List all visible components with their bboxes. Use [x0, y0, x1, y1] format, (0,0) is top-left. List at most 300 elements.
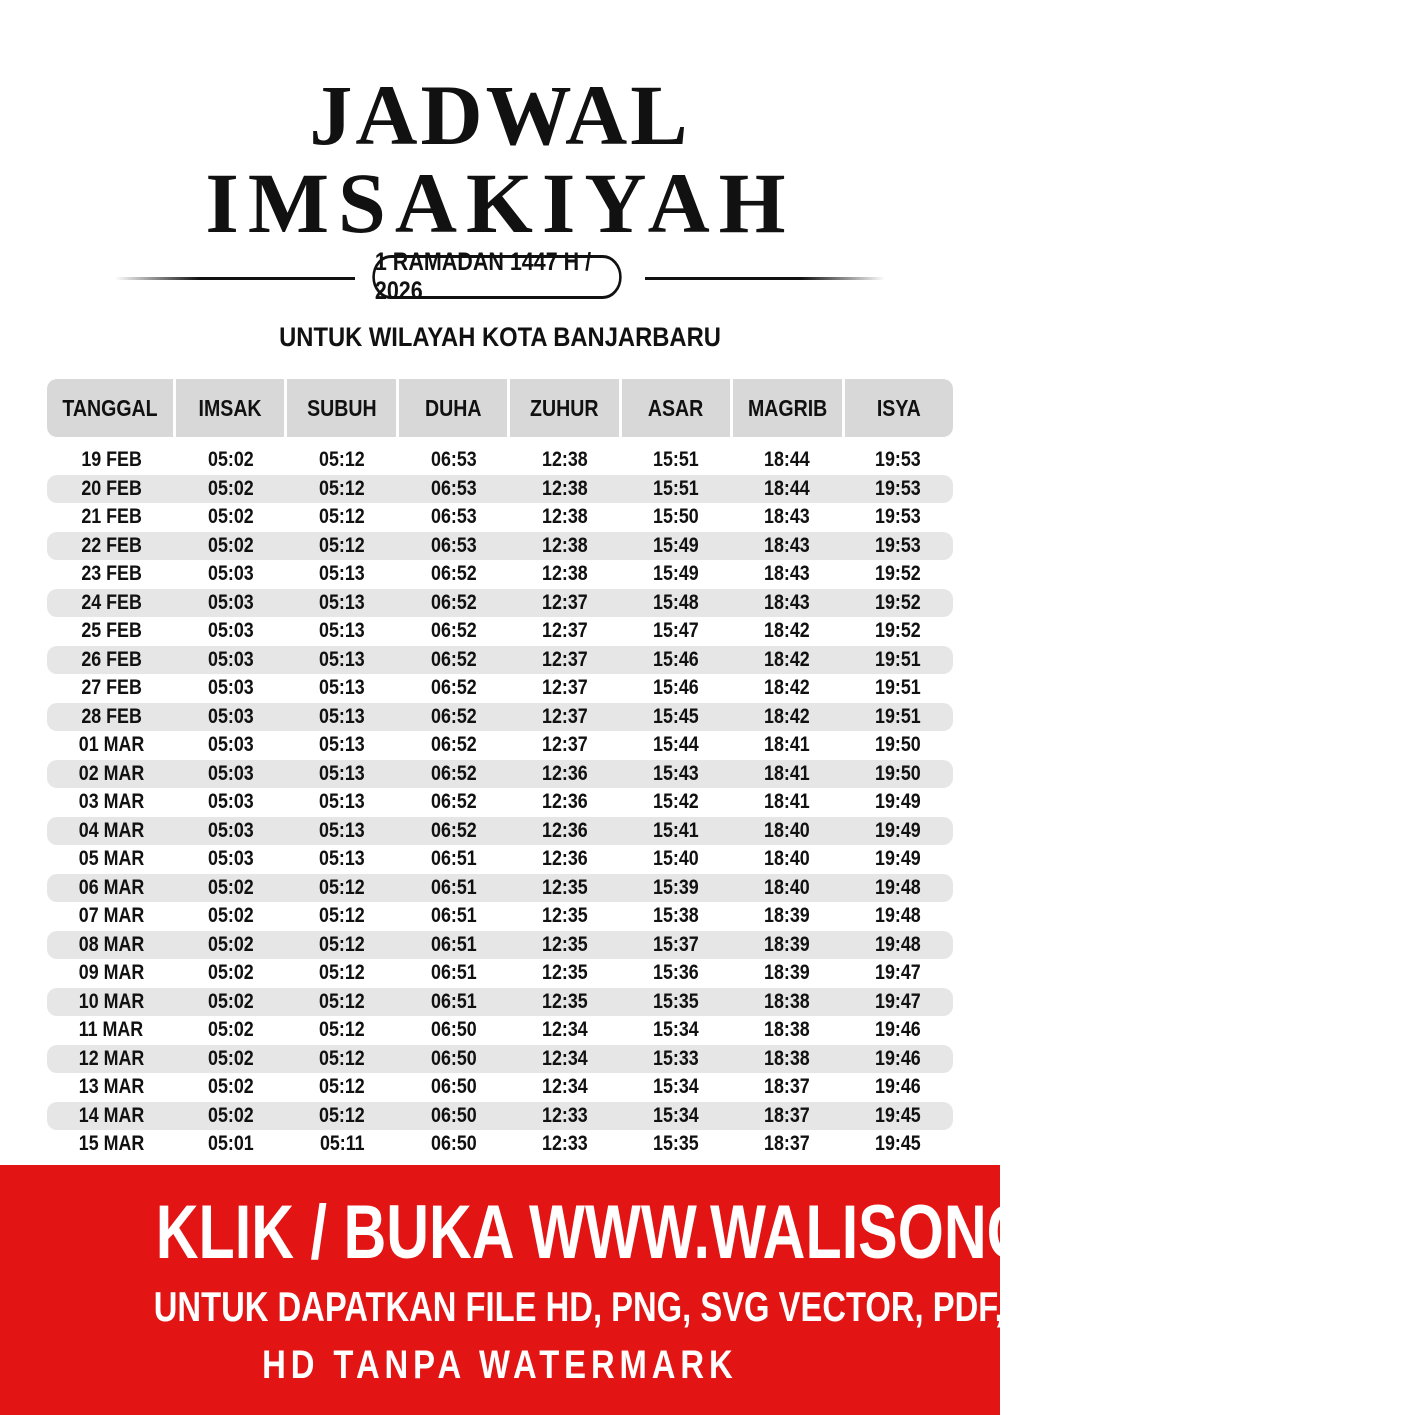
cell-imsak: [176, 448, 287, 472]
cell-asar: [620, 648, 731, 672]
cell-subuh: [287, 534, 398, 558]
cell-asar: [620, 790, 731, 814]
table-header: [47, 379, 953, 437]
cell-asar: [620, 705, 731, 729]
cell-duha: [398, 562, 509, 586]
cell-tanggal: [47, 1018, 176, 1042]
cell-tanggal: [47, 648, 176, 672]
cell-value: 06:52: [430, 590, 477, 614]
cell-value: 06:50: [430, 1132, 477, 1156]
cell-value: 06 MAR: [78, 875, 145, 899]
cell-asar: [620, 762, 731, 786]
cell-value: 18:44: [763, 448, 810, 472]
cell-tanggal: [47, 733, 176, 757]
cell-value: 12:33: [541, 1103, 588, 1127]
cell-value: 18:41: [763, 761, 810, 785]
cell-asar: [620, 562, 731, 586]
cell-imsak: [176, 619, 287, 643]
cell-asar: [620, 1132, 731, 1156]
cell-value: 06:52: [430, 647, 477, 671]
cell-isya: [842, 762, 953, 786]
cell-duha: [398, 448, 509, 472]
cell-asar: [620, 904, 731, 928]
cell-zuhur: [509, 534, 620, 558]
cell-value: 06:52: [430, 676, 477, 700]
table-row: [47, 703, 953, 732]
cell-subuh: [287, 619, 398, 643]
cell-value: 15:44: [652, 733, 699, 757]
cell-imsak: [176, 762, 287, 786]
cell-value: 05:12: [319, 932, 366, 956]
cell-duha: [398, 505, 509, 529]
cell-value: 19:48: [874, 904, 921, 928]
cell-value: 05:13: [319, 590, 366, 614]
cell-subuh: [287, 1075, 398, 1099]
cell-value: 19:49: [874, 847, 921, 871]
cell-subuh: [287, 505, 398, 529]
cell-value: 12:34: [541, 1018, 588, 1042]
table-row: [47, 931, 953, 960]
cell-value: 18:40: [763, 875, 810, 899]
cell-tanggal: [47, 562, 176, 586]
cell-zuhur: [509, 648, 620, 672]
cell-imsak: [176, 1075, 287, 1099]
cell-value: 05:02: [208, 533, 255, 557]
cell-value: 18:39: [763, 961, 810, 985]
cell-asar: [620, 876, 731, 900]
cell-isya: [842, 790, 953, 814]
cell-value: 18:41: [763, 733, 810, 757]
cell-value: 12:38: [541, 562, 588, 586]
banner-headline-text[interactable]: KLIK / BUKA WWW.WALISONGO.CO.ID: [155, 1190, 1261, 1275]
cell-tanggal: [47, 505, 176, 529]
table-row: [47, 617, 953, 646]
table-row: [47, 446, 953, 475]
cell-value: 15:35: [652, 989, 699, 1013]
cell-imsak: [176, 1104, 287, 1128]
cell-value: 12:36: [541, 847, 588, 871]
cell-imsak: [176, 648, 287, 672]
divider-right: [645, 277, 885, 280]
cell-isya: [842, 733, 953, 757]
cell-tanggal: [47, 534, 176, 558]
cell-zuhur: [509, 1132, 620, 1156]
cell-value: 19:47: [874, 989, 921, 1013]
cell-zuhur: [509, 762, 620, 786]
cell-asar: [620, 961, 731, 985]
cell-zuhur: [509, 505, 620, 529]
cell-value: 19:50: [874, 761, 921, 785]
cell-isya: [842, 933, 953, 957]
column-header-duha: [399, 379, 507, 437]
cell-value: 05:03: [208, 790, 255, 814]
table-row: [47, 845, 953, 874]
cell-value: 05:12: [319, 505, 366, 529]
cell-value: 12:35: [541, 904, 588, 928]
cell-value: 06:52: [430, 704, 477, 728]
cell-isya: [842, 847, 953, 871]
cell-imsak: [176, 847, 287, 871]
cell-value: 19 FEB: [81, 448, 142, 472]
cell-tanggal: [47, 676, 176, 700]
cell-value: 06:51: [430, 904, 477, 928]
cell-value: 18:42: [763, 704, 810, 728]
column-header-tanggal: [47, 379, 173, 437]
cell-value: 12:34: [541, 1046, 588, 1070]
cell-isya: [842, 591, 953, 615]
cell-value: 18:42: [763, 676, 810, 700]
cell-value: 12:35: [541, 875, 588, 899]
cell-value: 06:50: [430, 1103, 477, 1127]
cell-imsak: [176, 1047, 287, 1071]
cell-asar: [620, 676, 731, 700]
schedule-table-body: [47, 446, 953, 1159]
cell-magrib: [731, 1132, 842, 1156]
cell-value: 13 MAR: [78, 1075, 145, 1099]
cell-magrib: [731, 961, 842, 985]
cell-isya: [842, 961, 953, 985]
cell-value: 19:45: [874, 1132, 921, 1156]
cell-value: 06:52: [430, 619, 477, 643]
cell-tanggal: [47, 619, 176, 643]
cell-value: 19:50: [874, 733, 921, 757]
cell-zuhur: [509, 847, 620, 871]
cell-value: 12:33: [541, 1132, 588, 1156]
cell-value: 15:37: [652, 932, 699, 956]
cell-asar: [620, 1018, 731, 1042]
cell-value: 18:40: [763, 847, 810, 871]
cell-value: 15:46: [652, 647, 699, 671]
ramadan-badge: 1 RAMADAN 1447 H / 2026: [372, 255, 621, 299]
cell-tanggal: [47, 1047, 176, 1071]
cell-subuh: [287, 733, 398, 757]
table-row: [47, 646, 953, 675]
cell-value: 18:37: [763, 1132, 810, 1156]
cell-value: 12:37: [541, 619, 588, 643]
cell-value: 05:03: [208, 733, 255, 757]
cell-isya: [842, 534, 953, 558]
cell-value: 18:44: [763, 476, 810, 500]
column-header-magrib: [733, 379, 841, 437]
cell-value: 03 MAR: [78, 790, 145, 814]
cell-value: 19:49: [874, 790, 921, 814]
cell-value: 18:38: [763, 1046, 810, 1070]
cell-subuh: [287, 762, 398, 786]
cell-tanggal: [47, 1104, 176, 1128]
cell-imsak: [176, 733, 287, 757]
cell-value: 15:41: [652, 818, 699, 842]
cell-value: 22 FEB: [81, 533, 142, 557]
cell-value: 18:38: [763, 989, 810, 1013]
cell-value: 05:13: [319, 619, 366, 643]
cell-value: 06:53: [430, 533, 477, 557]
table-row: [47, 817, 953, 846]
cell-subuh: [287, 1104, 398, 1128]
cell-value: 06:51: [430, 875, 477, 899]
cell-value: 05:02: [208, 932, 255, 956]
column-header-label: SUBUH: [306, 394, 377, 421]
cell-isya: [842, 619, 953, 643]
cell-tanggal: [47, 448, 176, 472]
column-header-label: ZUHUR: [530, 394, 599, 421]
cell-value: 04 MAR: [78, 818, 145, 842]
region-text: UNTUK WILAYAH KOTA BANJARBARU: [279, 322, 721, 352]
column-header-label: MAGRIB: [747, 394, 827, 421]
cell-magrib: [731, 733, 842, 757]
cell-value: 19:52: [874, 590, 921, 614]
cell-zuhur: [509, 562, 620, 586]
cell-zuhur: [509, 733, 620, 757]
cell-tanggal: [47, 990, 176, 1014]
cell-tanggal: [47, 847, 176, 871]
cell-value: 14 MAR: [78, 1103, 145, 1127]
cell-value: 01 MAR: [78, 733, 145, 757]
cell-subuh: [287, 847, 398, 871]
cell-value: 19:51: [874, 647, 921, 671]
cell-magrib: [731, 477, 842, 501]
cell-zuhur: [509, 876, 620, 900]
cell-duha: [398, 648, 509, 672]
cell-subuh: [287, 933, 398, 957]
cell-value: 12 MAR: [78, 1046, 145, 1070]
cell-value: 19:51: [874, 676, 921, 700]
cell-isya: [842, 705, 953, 729]
cell-value: 05:03: [208, 647, 255, 671]
cell-value: 15:36: [652, 961, 699, 985]
cell-value: 19:49: [874, 818, 921, 842]
cell-value: 19:45: [874, 1103, 921, 1127]
cell-value: 28 FEB: [81, 704, 142, 728]
cell-value: 20 FEB: [81, 476, 142, 500]
cell-tanggal: [47, 961, 176, 985]
cell-tanggal: [47, 591, 176, 615]
table-row: [47, 503, 953, 532]
cell-value: 24 FEB: [81, 590, 142, 614]
cell-value: 19:46: [874, 1018, 921, 1042]
cell-tanggal: [47, 1075, 176, 1099]
cell-magrib: [731, 705, 842, 729]
cell-magrib: [731, 904, 842, 928]
cell-value: 18:43: [763, 505, 810, 529]
cell-value: 05:12: [319, 1103, 366, 1127]
cell-value: 27 FEB: [81, 676, 142, 700]
cell-subuh: [287, 705, 398, 729]
table-row: [47, 959, 953, 988]
table-row: [47, 988, 953, 1017]
table-row: [47, 731, 953, 760]
banner-headline[interactable]: [0, 1189, 1261, 1276]
cell-imsak: [176, 819, 287, 843]
cell-isya: [842, 676, 953, 700]
cell-duha: [398, 790, 509, 814]
cell-value: 23 FEB: [81, 562, 142, 586]
cell-subuh: [287, 591, 398, 615]
cell-zuhur: [509, 1075, 620, 1099]
banner-tagline-text: HD TANPA WATERMARK: [262, 1343, 738, 1387]
promo-banner[interactable]: [0, 1165, 1261, 1415]
region-subtitle: [0, 322, 1000, 353]
banner-tagline: [0, 1343, 1000, 1388]
column-header-isya: [845, 379, 953, 437]
cell-value: 12:37: [541, 733, 588, 757]
cell-magrib: [731, 876, 842, 900]
table-row: [47, 674, 953, 703]
cell-value: 05:02: [208, 448, 255, 472]
cell-value: 05:02: [208, 476, 255, 500]
cell-value: 15 MAR: [78, 1132, 145, 1156]
table-row: [47, 760, 953, 789]
cell-value: 15:33: [652, 1046, 699, 1070]
table-row: [47, 788, 953, 817]
cell-value: 06:50: [430, 1046, 477, 1070]
cell-magrib: [731, 1047, 842, 1071]
cell-zuhur: [509, 790, 620, 814]
cell-value: 11 MAR: [79, 1018, 144, 1042]
cell-value: 05:12: [319, 533, 366, 557]
cell-value: 19:53: [874, 505, 921, 529]
cell-value: 05:02: [208, 875, 255, 899]
cell-tanggal: [47, 790, 176, 814]
cell-value: 12:38: [541, 476, 588, 500]
banner-subline: [0, 1283, 1244, 1331]
cell-subuh: [287, 819, 398, 843]
cell-magrib: [731, 933, 842, 957]
cell-value: 19:48: [874, 875, 921, 899]
cell-imsak: [176, 904, 287, 928]
cell-value: 15:49: [652, 533, 699, 557]
cell-zuhur: [509, 1047, 620, 1071]
cell-value: 05:13: [319, 761, 366, 785]
cell-subuh: [287, 448, 398, 472]
cell-value: 05:12: [319, 448, 366, 472]
cell-magrib: [731, 762, 842, 786]
table-row: [47, 1102, 953, 1131]
cell-value: 05:11: [320, 1132, 365, 1156]
cell-duha: [398, 534, 509, 558]
cell-isya: [842, 1132, 953, 1156]
cell-value: 15:47: [652, 619, 699, 643]
cell-duha: [398, 1075, 509, 1099]
cell-isya: [842, 876, 953, 900]
cell-value: 05:12: [319, 989, 366, 1013]
cell-value: 05:03: [208, 704, 255, 728]
cell-value: 12:37: [541, 647, 588, 671]
cell-value: 05:01: [208, 1132, 255, 1156]
cell-isya: [842, 477, 953, 501]
cell-asar: [620, 819, 731, 843]
cell-duha: [398, 705, 509, 729]
cell-value: 19:53: [874, 476, 921, 500]
cell-value: 05:12: [319, 1075, 366, 1099]
cell-value: 06:52: [430, 733, 477, 757]
cell-value: 05:02: [208, 989, 255, 1013]
cell-value: 12:38: [541, 505, 588, 529]
cell-value: 05:02: [208, 961, 255, 985]
cell-subuh: [287, 1018, 398, 1042]
cell-value: 05:12: [319, 961, 366, 985]
cell-value: 06:51: [430, 961, 477, 985]
column-header-label: DUHA: [424, 394, 482, 421]
cell-value: 06:53: [430, 505, 477, 529]
cell-magrib: [731, 1018, 842, 1042]
cell-value: 05:12: [319, 1046, 366, 1070]
cell-value: 05:13: [319, 818, 366, 842]
cell-value: 15:40: [652, 847, 699, 871]
cell-imsak: [176, 990, 287, 1014]
cell-magrib: [731, 847, 842, 871]
cell-value: 12:35: [541, 932, 588, 956]
cell-value: 19:53: [874, 448, 921, 472]
cell-value: 19:51: [874, 704, 921, 728]
cell-magrib: [731, 1104, 842, 1128]
cell-isya: [842, 562, 953, 586]
table-row: [47, 475, 953, 504]
cell-magrib: [731, 819, 842, 843]
cell-value: 21 FEB: [81, 505, 142, 529]
cell-duha: [398, 1104, 509, 1128]
cell-duha: [398, 619, 509, 643]
cell-value: 05:03: [208, 761, 255, 785]
cell-subuh: [287, 790, 398, 814]
cell-asar: [620, 1104, 731, 1128]
cell-value: 12:38: [541, 448, 588, 472]
cell-value: 05:13: [319, 647, 366, 671]
cell-value: 06:51: [430, 932, 477, 956]
cell-value: 15:43: [652, 761, 699, 785]
cell-tanggal: [47, 819, 176, 843]
cell-subuh: [287, 477, 398, 501]
cell-value: 19:48: [874, 932, 921, 956]
cell-imsak: [176, 961, 287, 985]
cell-subuh: [287, 961, 398, 985]
cell-value: 19:46: [874, 1046, 921, 1070]
column-header-imsak: [176, 379, 284, 437]
cell-value: 15:48: [652, 590, 699, 614]
cell-asar: [620, 591, 731, 615]
cell-zuhur: [509, 619, 620, 643]
cell-value: 05:13: [319, 676, 366, 700]
cell-zuhur: [509, 477, 620, 501]
cell-magrib: [731, 591, 842, 615]
cell-value: 18:39: [763, 932, 810, 956]
cell-asar: [620, 733, 731, 757]
cell-tanggal: [47, 933, 176, 957]
cell-magrib: [731, 534, 842, 558]
cell-imsak: [176, 933, 287, 957]
cell-value: 05:03: [208, 818, 255, 842]
cell-value: 18:42: [763, 619, 810, 643]
cell-zuhur: [509, 819, 620, 843]
cell-value: 05:12: [319, 904, 366, 928]
cell-imsak: [176, 505, 287, 529]
cell-value: 19:53: [874, 533, 921, 557]
cell-value: 08 MAR: [78, 932, 145, 956]
cell-tanggal: [47, 477, 176, 501]
cell-imsak: [176, 591, 287, 615]
cell-value: 26 FEB: [81, 647, 142, 671]
cell-tanggal: [47, 1132, 176, 1156]
cell-value: 05 MAR: [78, 847, 145, 871]
cell-imsak: [176, 676, 287, 700]
cell-value: 07 MAR: [78, 904, 145, 928]
cell-value: 12:36: [541, 818, 588, 842]
cell-tanggal: [47, 904, 176, 928]
cell-duha: [398, 477, 509, 501]
cell-value: 18:37: [763, 1075, 810, 1099]
column-header-label: TANGGAL: [62, 394, 158, 421]
cell-zuhur: [509, 1104, 620, 1128]
table-row: [47, 589, 953, 618]
